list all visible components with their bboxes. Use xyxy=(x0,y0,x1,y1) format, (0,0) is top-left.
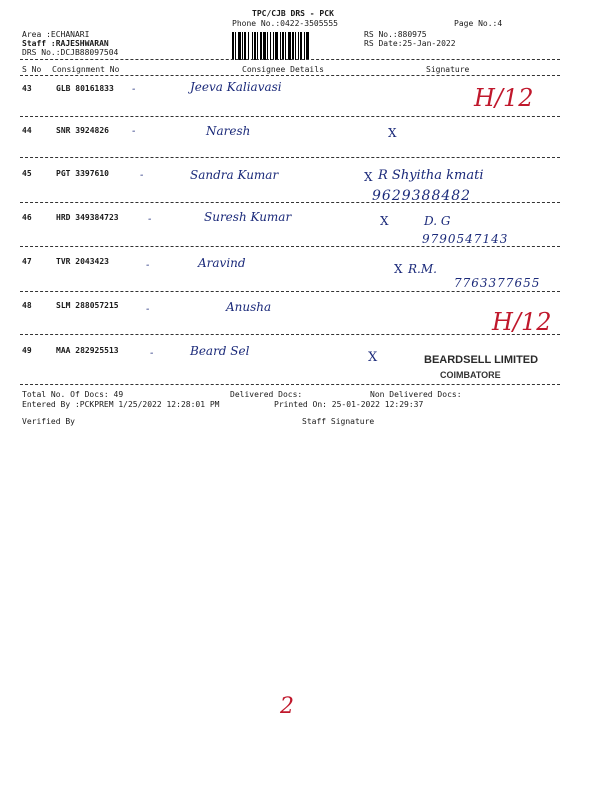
divider xyxy=(20,291,560,292)
divider xyxy=(20,246,560,247)
row-sno: 43 xyxy=(22,84,32,93)
column-header-signature: Signature xyxy=(426,65,470,74)
divider xyxy=(20,157,560,158)
staff-signature-label: Staff Signature xyxy=(302,417,375,426)
divider xyxy=(20,59,560,60)
row-consignment: GLB 80161833 xyxy=(56,84,114,93)
row-consignee: Jeeva Kaliavasi xyxy=(190,80,282,94)
delivered-docs: Delivered Docs: xyxy=(230,390,303,399)
recipient-phone: 7763377655 xyxy=(454,276,541,290)
row-cross-mark: X xyxy=(364,170,373,184)
area-label: Area :ECHANARI xyxy=(22,30,90,39)
row-consignment: TVR 2043423 xyxy=(56,257,109,266)
verification-mark: H/12 xyxy=(474,84,534,112)
entered-by: Entered By :PCKPREM 1/25/2022 12:28:01 PM xyxy=(22,400,220,409)
row-sno: 48 xyxy=(22,301,32,310)
row-consignee: Anusha xyxy=(226,300,272,314)
page-number: Page No.:4 xyxy=(454,19,503,28)
column-header-consignment: Consignment No xyxy=(52,65,120,74)
total-docs: Total No. Of Docs: 49 xyxy=(22,390,124,399)
phone-number: Phone No.:0422-3505555 xyxy=(232,19,338,28)
recipient-phone: 9629388482 xyxy=(372,188,472,204)
document-title: TPC/CJB DRS - PCK xyxy=(252,9,334,18)
divider xyxy=(20,116,560,117)
stamp-city: COIMBATORE xyxy=(440,370,501,380)
row-cross-mark: X xyxy=(380,214,389,228)
row-sno: 46 xyxy=(22,213,32,222)
barcode xyxy=(232,32,358,60)
recipient-signature: R Shyitha kmati xyxy=(378,168,484,183)
row-consignment: SLM 288057215 xyxy=(56,301,119,310)
verified-by-label: Verified By xyxy=(22,417,75,426)
row-cross-mark: X xyxy=(394,262,403,276)
row-dash-mark: - xyxy=(140,170,144,181)
stamp-company-name: BEARDSELL LIMITED xyxy=(424,354,539,366)
row-sno: 45 xyxy=(22,169,32,178)
row-dash-mark: - xyxy=(132,126,136,137)
divider xyxy=(20,75,560,76)
non-delivered-docs: Non Delivered Docs: xyxy=(370,390,462,399)
page-handwritten-number: 2 xyxy=(280,694,294,719)
recipient-phone: 9790547143 xyxy=(422,232,509,246)
printed-on: Printed On: 25-01-2022 12:29:37 xyxy=(274,400,424,409)
row-consignment: PGT 3397610 xyxy=(56,169,109,178)
rs-number: RS No.:880975 xyxy=(364,30,427,39)
divider xyxy=(20,202,560,203)
recipient-signature: R.M. xyxy=(408,262,437,276)
drs-number: DRS No.:DCJB88097504 xyxy=(22,48,119,57)
rs-date: RS Date:25-Jan-2022 xyxy=(364,39,456,48)
row-consignment: SNR 3924826 xyxy=(56,126,109,135)
row-consignee: Naresh xyxy=(206,124,251,138)
row-consignee: Aravind xyxy=(198,256,246,270)
row-dash-mark: - xyxy=(146,260,150,271)
row-dash-mark: - xyxy=(146,304,150,315)
divider xyxy=(20,334,560,335)
row-dash-mark: - xyxy=(150,348,154,359)
row-cross-mark: X xyxy=(388,126,397,140)
recipient-signature: D. G xyxy=(424,214,451,228)
row-dash-mark: - xyxy=(132,84,136,95)
column-header-sno: S No xyxy=(22,65,42,74)
row-consignee: Beard Sel xyxy=(190,344,250,358)
row-sno: 47 xyxy=(22,257,32,266)
row-consignment: MAA 282925513 xyxy=(56,346,119,355)
row-dash-mark: - xyxy=(148,214,152,225)
row-consignment: HRD 349384723 xyxy=(56,213,119,222)
staff-label: Staff :RAJESHWARAN xyxy=(22,39,109,48)
row-cross-mark: X xyxy=(368,350,378,365)
row-sno: 49 xyxy=(22,346,32,355)
column-header-consignee: Consignee Details xyxy=(242,65,324,74)
row-consignee: Suresh Kumar xyxy=(204,210,292,224)
verification-mark: H/12 xyxy=(492,308,552,336)
divider xyxy=(20,384,560,385)
row-consignee: Sandra Kumar xyxy=(190,168,279,182)
row-sno: 44 xyxy=(22,126,32,135)
